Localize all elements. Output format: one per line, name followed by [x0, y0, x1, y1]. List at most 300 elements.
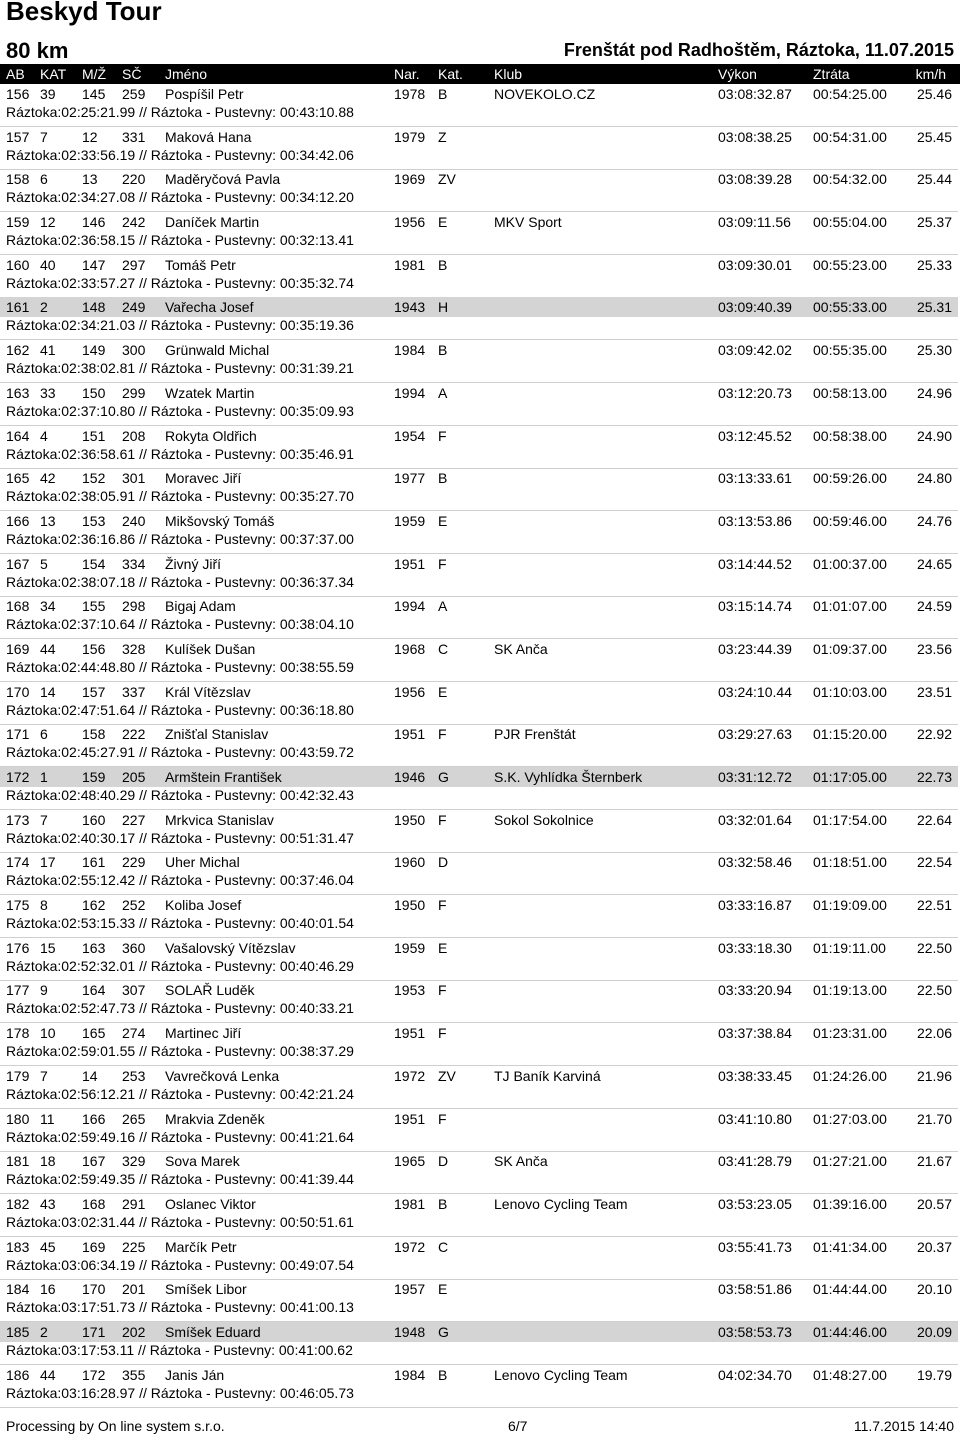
- cell-kmh: 25.37: [916, 214, 952, 231]
- cell-nar: 1969: [394, 171, 426, 188]
- split-times: Ráztoka:02:48:40.29 // Ráztoka - Pustevny: 00:42:32.43: [6, 787, 354, 803]
- cell-mz: 165: [82, 1025, 106, 1042]
- table-row: [0, 1194, 960, 1237]
- cell-sc: 222: [122, 726, 146, 743]
- col-name: Jméno: [165, 66, 208, 82]
- result-main-line: [0, 1109, 958, 1129]
- split-times: Ráztoka:02:56:12.21 // Ráztoka - Pustevny: 00:42:21.24: [6, 1085, 354, 1102]
- cell-kat: 7: [40, 128, 48, 145]
- cell-mz: 150: [82, 384, 106, 401]
- cell-name: Vařecha Josef: [165, 299, 254, 316]
- cell-time: 03:32:58.46: [718, 854, 792, 871]
- table-row: [0, 511, 960, 554]
- cell-kmh: 19.79: [916, 1366, 952, 1383]
- col-kmh: km/h: [915, 66, 946, 82]
- cell-ab: 177: [6, 982, 30, 999]
- table-row: [0, 468, 960, 511]
- cell-mz: 147: [82, 256, 106, 273]
- cell-time: 03:12:45.52: [718, 427, 792, 444]
- cell-ab: 174: [6, 854, 30, 871]
- cell-nar: 1950: [394, 897, 426, 914]
- cell-name: Vašalovský Vítězslav: [165, 939, 296, 956]
- split-times: Ráztoka:02:52:32.01 // Ráztoka - Pustevny: 00:40:46.29: [6, 957, 354, 974]
- cell-kat: 41: [40, 342, 56, 359]
- cell-nar: 1981: [394, 1195, 426, 1212]
- cell-sc: 265: [122, 1110, 146, 1127]
- result-main-line: [0, 682, 958, 702]
- cell-club: Lenovo Cycling Team: [494, 1366, 628, 1383]
- cell-sc: 274: [122, 1025, 146, 1042]
- cell-name: Živný Jiří: [165, 555, 221, 572]
- cell-ab: 181: [6, 1153, 30, 1170]
- cell-kmh: 25.45: [916, 128, 952, 145]
- cell-nar: 1956: [394, 214, 426, 231]
- col-time: Výkon: [718, 66, 757, 82]
- cell-loss: 01:27:03.00: [813, 1110, 887, 1127]
- cell-kmh: 22.73: [916, 769, 952, 785]
- cell-kmh: 24.80: [916, 470, 952, 487]
- cell-kat: 13: [40, 512, 56, 529]
- cell-kat2: B: [438, 256, 448, 273]
- cell-loss: 00:54:31.00: [813, 128, 887, 145]
- cell-mz: 167: [82, 1153, 106, 1170]
- cell-name: Janis Ján: [165, 1366, 225, 1383]
- cell-name: Uher Michal: [165, 854, 240, 871]
- cell-nar: 1948: [394, 1323, 426, 1340]
- cell-loss: 01:00:37.00: [813, 555, 887, 572]
- cell-mz: 14: [82, 1067, 98, 1084]
- cell-kat2: E: [438, 683, 448, 700]
- cell-kat2: F: [438, 811, 447, 828]
- result-main-line: [0, 468, 958, 488]
- cell-sc: 208: [122, 427, 146, 444]
- cell-loss: 00:59:46.00: [813, 512, 887, 529]
- cell-kat2: F: [438, 726, 447, 743]
- cell-kat: 9: [40, 982, 48, 999]
- cell-club: SK Anča: [494, 1153, 548, 1170]
- result-main-line: [0, 1066, 958, 1086]
- cell-kmh: 25.46: [916, 86, 952, 102]
- split-times: Ráztoka:02:38:05.91 // Ráztoka - Pustevny: 00:35:27.70: [6, 488, 354, 505]
- cell-time: 03:41:10.80: [718, 1110, 792, 1127]
- cell-time: 03:24:10.44: [718, 683, 792, 700]
- cell-time: 04:02:34.70: [718, 1366, 792, 1383]
- table-row: [0, 1109, 960, 1152]
- table-row: [0, 724, 960, 767]
- cell-loss: 01:39:16.00: [813, 1195, 887, 1212]
- cell-loss: 00:55:23.00: [813, 256, 887, 273]
- cell-kat2: E: [438, 512, 448, 529]
- cell-kat2: G: [438, 1323, 449, 1340]
- cell-name: Tomáš Petr: [165, 256, 236, 273]
- cell-kat2: B: [438, 1195, 448, 1212]
- cell-sc: 307: [122, 982, 146, 999]
- cell-mz: 156: [82, 640, 106, 657]
- cell-mz: 159: [82, 769, 106, 785]
- cell-ab: 165: [6, 470, 30, 487]
- table-row: [0, 1151, 960, 1194]
- cell-time: 03:09:40.39: [718, 299, 792, 316]
- cell-sc: 229: [122, 854, 146, 871]
- cell-ab: 170: [6, 683, 30, 700]
- cell-kmh: 24.96: [916, 384, 952, 401]
- cell-sc: 225: [122, 1238, 146, 1255]
- cell-sc: 249: [122, 299, 146, 316]
- split-times: Ráztoka:02:34:27.08 // Ráztoka - Pustevny: 00:34:12.20: [6, 189, 354, 206]
- table-row: [0, 1365, 960, 1408]
- cell-loss: 01:10:03.00: [813, 683, 887, 700]
- cell-time: 03:32:01.64: [718, 811, 792, 828]
- cell-nar: 1979: [394, 128, 426, 145]
- cell-kmh: 22.92: [916, 726, 952, 743]
- cell-sc: 297: [122, 256, 146, 273]
- cell-ab: 175: [6, 897, 30, 914]
- cell-loss: 01:09:37.00: [813, 640, 887, 657]
- cell-ab: 157: [6, 128, 30, 145]
- split-times: Ráztoka:02:33:57.27 // Ráztoka - Pustevny: 00:35:32.74: [6, 274, 354, 291]
- cell-kmh: 25.31: [916, 299, 952, 316]
- split-times: Ráztoka:02:36:58.15 // Ráztoka - Pustevny: 00:32:13.41: [6, 232, 354, 249]
- cell-kmh: 25.44: [916, 171, 952, 188]
- cell-mz: 151: [82, 427, 106, 444]
- cell-ab: 179: [6, 1067, 30, 1084]
- cell-nar: 1981: [394, 256, 426, 273]
- cell-kat: 17: [40, 854, 56, 871]
- cell-kat2: H: [438, 299, 449, 316]
- cell-time: 03:41:28.79: [718, 1153, 792, 1170]
- cell-mz: 161: [82, 854, 106, 871]
- cell-kat2: D: [438, 854, 449, 871]
- cell-loss: 01:19:09.00: [813, 897, 887, 914]
- cell-mz: 166: [82, 1110, 106, 1127]
- split-times: Ráztoka:02:36:58.61 // Ráztoka - Pustevny: 00:35:46.91: [6, 445, 354, 462]
- cell-nar: 1972: [394, 1238, 426, 1255]
- cell-club: TJ Baník Karviná: [494, 1067, 601, 1084]
- result-main-line: [0, 212, 958, 232]
- result-main-line: [0, 639, 958, 659]
- cell-kat: 7: [40, 1067, 48, 1084]
- cell-mz: 12: [82, 128, 98, 145]
- result-main-line: [0, 554, 958, 574]
- table-row: [0, 938, 960, 981]
- cell-kat2: C: [438, 640, 449, 657]
- page-title: Beskyd Tour: [6, 0, 162, 26]
- cell-time: 03:33:16.87: [718, 897, 792, 914]
- cell-kat: 10: [40, 1025, 56, 1042]
- cell-kat2: E: [438, 1281, 448, 1298]
- split-times: Ráztoka:02:36:16.86 // Ráztoka - Pustevny: 00:37:37.00: [6, 530, 354, 547]
- cell-name: Bigaj Adam: [165, 598, 236, 615]
- cell-kat2: D: [438, 1153, 449, 1170]
- cell-sc: 299: [122, 384, 146, 401]
- cell-sc: 328: [122, 640, 146, 657]
- cell-ab: 168: [6, 598, 30, 615]
- split-times: Ráztoka:02:45:27.91 // Ráztoka - Pustevny: 00:43:59.72: [6, 744, 354, 761]
- cell-nar: 1956: [394, 683, 426, 700]
- result-main-line: [0, 84, 958, 104]
- cell-ab: 159: [6, 214, 30, 231]
- table-row: [0, 596, 960, 639]
- split-times: Ráztoka:02:38:07.18 // Ráztoka - Pustevny: 00:36:37.34: [6, 573, 354, 590]
- cell-kat: 42: [40, 470, 56, 487]
- result-main-line: [0, 169, 958, 189]
- cell-time: 03:09:11.56: [718, 214, 791, 231]
- cell-ab: 180: [6, 1110, 30, 1127]
- cell-time: 03:08:39.28: [718, 171, 792, 188]
- cell-name: Sova Marek: [165, 1153, 240, 1170]
- cell-club: MKV Sport: [494, 214, 562, 231]
- cell-nar: 1984: [394, 1366, 426, 1383]
- cell-time: 03:33:18.30: [718, 939, 792, 956]
- cell-club: S.K. Vyhlídka Šternberk: [494, 769, 643, 785]
- table-row: [0, 682, 960, 725]
- cell-kat: 44: [40, 640, 56, 657]
- cell-kat: 5: [40, 555, 48, 572]
- result-main-line: [0, 1194, 958, 1214]
- col-mz: M/Ž: [82, 66, 107, 82]
- cell-kmh: 22.54: [916, 854, 952, 871]
- cell-kat2: F: [438, 555, 447, 572]
- cell-time: 03:58:51.86: [718, 1281, 792, 1298]
- cell-ab: 185: [6, 1323, 30, 1340]
- cell-kat: 33: [40, 384, 56, 401]
- table-row: [0, 980, 960, 1023]
- cell-sc: 301: [122, 470, 146, 487]
- cell-nar: 1972: [394, 1067, 426, 1084]
- result-main-line: [0, 810, 958, 830]
- cell-name: Mrakvia Zdeněk: [165, 1110, 265, 1127]
- split-times: Ráztoka:02:59:01.55 // Ráztoka - Pustevny: 00:38:37.29: [6, 1043, 354, 1060]
- col-kat2: Kat.: [438, 66, 463, 82]
- result-main-line: [0, 1237, 958, 1257]
- processing-note: Processing by On line system s.r.o.: [6, 1418, 225, 1434]
- table-row: [0, 169, 960, 212]
- cell-name: Smíšek Eduard: [165, 1323, 261, 1340]
- split-times: Ráztoka:02:52:47.73 // Ráztoka - Pustevny: 00:40:33.21: [6, 1000, 354, 1017]
- cell-nar: 1950: [394, 811, 426, 828]
- cell-nar: 1954: [394, 427, 426, 444]
- cell-nar: 1943: [394, 299, 426, 316]
- split-times: Ráztoka:02:33:56.19 // Ráztoka - Pustevny: 00:34:42.06: [6, 146, 354, 163]
- cell-loss: 00:55:04.00: [813, 214, 887, 231]
- cell-kat2: G: [438, 769, 449, 785]
- cell-kat2: F: [438, 982, 447, 999]
- cell-ab: 166: [6, 512, 30, 529]
- cell-mz: 145: [82, 86, 106, 102]
- cell-loss: 01:17:54.00: [813, 811, 887, 828]
- distance-label: 80 km: [6, 38, 69, 63]
- cell-time: 03:37:38.84: [718, 1025, 792, 1042]
- cell-sc: 291: [122, 1195, 146, 1212]
- split-times: Ráztoka:03:16:28.97 // Ráztoka - Pustevny: 00:46:05.73: [6, 1384, 354, 1401]
- cell-kat2: E: [438, 214, 448, 231]
- result-main-line: [0, 895, 958, 915]
- cell-nar: 1953: [394, 982, 426, 999]
- cell-name: Rokyta Oldřich: [165, 427, 257, 444]
- table-row: [0, 1322, 960, 1365]
- cell-nar: 1978: [394, 86, 426, 102]
- cell-nar: 1951: [394, 555, 426, 572]
- col-kat: KAT: [40, 66, 67, 82]
- cell-kat2: Z: [438, 128, 447, 145]
- cell-loss: 00:54:25.00: [813, 86, 887, 102]
- col-ab: AB: [6, 66, 25, 82]
- cell-ab: 164: [6, 427, 30, 444]
- cell-sc: 220: [122, 171, 146, 188]
- split-times: Ráztoka:02:47:51.64 // Ráztoka - Pustevny: 00:36:18.80: [6, 701, 354, 718]
- cell-loss: 01:44:46.00: [813, 1323, 887, 1340]
- cell-kat: 4: [40, 427, 48, 444]
- cell-nar: 1965: [394, 1153, 426, 1170]
- print-datetime: 11.7.2015 14:40: [853, 1418, 954, 1434]
- table-row: [0, 297, 960, 340]
- cell-ab: 176: [6, 939, 30, 956]
- cell-kat: 15: [40, 939, 56, 956]
- result-main-line: [0, 1279, 958, 1299]
- split-times: Ráztoka:02:59:49.35 // Ráztoka - Pustevny: 00:41:39.44: [6, 1171, 354, 1188]
- cell-kat2: B: [438, 1366, 448, 1383]
- split-times: Ráztoka:03:17:53.11 // Ráztoka - Pustevny: 00:41:00.62: [6, 1341, 353, 1358]
- cell-mz: 171: [82, 1323, 106, 1340]
- cell-name: Martinec Jiří: [165, 1025, 242, 1042]
- cell-loss: 00:58:13.00: [813, 384, 887, 401]
- result-main-line: [0, 340, 958, 360]
- cell-sc: 202: [122, 1323, 146, 1340]
- cell-mz: 149: [82, 342, 106, 359]
- cell-kmh: 20.37: [916, 1238, 952, 1255]
- cell-name: SOLAŘ Luděk: [165, 982, 255, 999]
- cell-nar: 1951: [394, 1025, 426, 1042]
- cell-name: Armštein František: [165, 769, 282, 785]
- page-number: 6/7: [508, 1418, 528, 1434]
- cell-club: NOVEKOLO.CZ: [494, 86, 596, 102]
- table-row: [0, 639, 960, 682]
- cell-name: Král Vítězslav: [165, 683, 251, 700]
- table-row: [0, 84, 960, 127]
- cell-mz: 155: [82, 598, 106, 615]
- cell-kmh: 21.67: [916, 1153, 952, 1170]
- cell-ab: 182: [6, 1195, 30, 1212]
- cell-time: 03:38:33.45: [718, 1067, 792, 1084]
- cell-kat2: E: [438, 939, 448, 956]
- cell-mz: 164: [82, 982, 106, 999]
- table-row: [0, 1237, 960, 1280]
- cell-kmh: 20.09: [916, 1323, 952, 1340]
- cell-kmh: 22.50: [916, 939, 952, 956]
- col-club: Klub: [494, 66, 523, 82]
- cell-kat: 1: [40, 769, 48, 785]
- result-main-line: [0, 1322, 958, 1342]
- cell-kat: 7: [40, 811, 48, 828]
- place-date-label: Frenštát pod Radhoštěm, Ráztoka, 11.07.2015: [563, 40, 954, 60]
- page-footer: [0, 1416, 960, 1436]
- table-row: [0, 426, 960, 469]
- cell-mz: 157: [82, 683, 106, 700]
- cell-ab: 171: [6, 726, 30, 743]
- cell-loss: 00:54:32.00: [813, 171, 887, 188]
- cell-ab: 163: [6, 384, 30, 401]
- result-main-line: [0, 596, 958, 616]
- result-main-line: [0, 852, 958, 872]
- cell-ab: 162: [6, 342, 30, 359]
- cell-kat2: C: [438, 1238, 449, 1255]
- cell-name: Maková Hana: [165, 128, 252, 145]
- cell-loss: 01:01:07.00: [813, 598, 887, 615]
- cell-kat: 44: [40, 1366, 56, 1383]
- split-times: Ráztoka:02:40:30.17 // Ráztoka - Pustevny: 00:51:31.47: [6, 829, 354, 846]
- cell-time: 03:23:44.39: [718, 640, 792, 657]
- cell-kat2: ZV: [438, 171, 456, 188]
- cell-kat: 16: [40, 1281, 56, 1298]
- table-row: [0, 127, 960, 170]
- cell-club: PJR Frenštát: [494, 726, 576, 743]
- cell-kmh: 22.50: [916, 982, 952, 999]
- cell-mz: 154: [82, 555, 106, 572]
- cell-name: Oslanec Viktor: [165, 1195, 256, 1212]
- result-main-line: [0, 724, 958, 744]
- table-row: [0, 1023, 960, 1066]
- split-times: Ráztoka:03:06:34.19 // Ráztoka - Pustevny: 00:49:07.54: [6, 1256, 354, 1273]
- cell-name: Maděryčová Pavla: [165, 171, 281, 188]
- cell-time: 03:08:38.25: [718, 128, 792, 145]
- table-row: [0, 212, 960, 255]
- row-divider: [0, 1407, 958, 1408]
- result-main-line: [0, 383, 958, 403]
- split-times: Ráztoka:02:59:49.16 // Ráztoka - Pustevny: 00:41:21.64: [6, 1128, 354, 1145]
- cell-kmh: 24.90: [916, 427, 952, 444]
- cell-kat: 39: [40, 86, 56, 102]
- result-main-line: [0, 938, 958, 958]
- split-times: Ráztoka:02:37:10.64 // Ráztoka - Pustevny: 00:38:04.10: [6, 616, 354, 633]
- cell-time: 03:29:27.63: [718, 726, 792, 743]
- cell-kat: 2: [40, 299, 48, 316]
- table-row: [0, 255, 960, 298]
- cell-nar: 1994: [394, 384, 426, 401]
- cell-kat2: F: [438, 427, 447, 444]
- cell-kat2: A: [438, 598, 448, 615]
- cell-loss: 01:15:20.00: [813, 726, 887, 743]
- table-row: [0, 810, 960, 853]
- cell-loss: 01:24:26.00: [813, 1067, 887, 1084]
- table-row: [0, 340, 960, 383]
- event-subheader: [6, 38, 954, 64]
- cell-nar: 1957: [394, 1281, 426, 1298]
- cell-time: 03:09:30.01: [718, 256, 792, 273]
- cell-sc: 355: [122, 1366, 146, 1383]
- cell-loss: 00:55:35.00: [813, 342, 887, 359]
- cell-kmh: 22.64: [916, 811, 952, 828]
- cell-name: Wzatek Martin: [165, 384, 255, 401]
- cell-sc: 337: [122, 683, 146, 700]
- split-times: Ráztoka:03:02:31.44 // Ráztoka - Pustevny: 00:50:51.61: [6, 1213, 354, 1230]
- cell-ab: 184: [6, 1281, 30, 1298]
- cell-nar: 1951: [394, 1110, 426, 1127]
- cell-sc: 242: [122, 214, 146, 231]
- cell-kat: 6: [40, 726, 48, 743]
- cell-sc: 252: [122, 897, 146, 914]
- cell-ab: 169: [6, 640, 30, 657]
- cell-loss: 00:55:33.00: [813, 299, 887, 316]
- table-row: [0, 1279, 960, 1322]
- split-times: Ráztoka:02:25:21.99 // Ráztoka - Pustevny: 00:43:10.88: [6, 104, 354, 120]
- cell-name: Grünwald Michal: [165, 342, 270, 359]
- cell-mz: 153: [82, 512, 106, 529]
- cell-time: 03:33:20.94: [718, 982, 792, 999]
- cell-kat2: F: [438, 1025, 447, 1042]
- cell-name: Mikšovský Tomáš: [165, 512, 275, 529]
- cell-ab: 186: [6, 1366, 30, 1383]
- cell-kat2: B: [438, 470, 448, 487]
